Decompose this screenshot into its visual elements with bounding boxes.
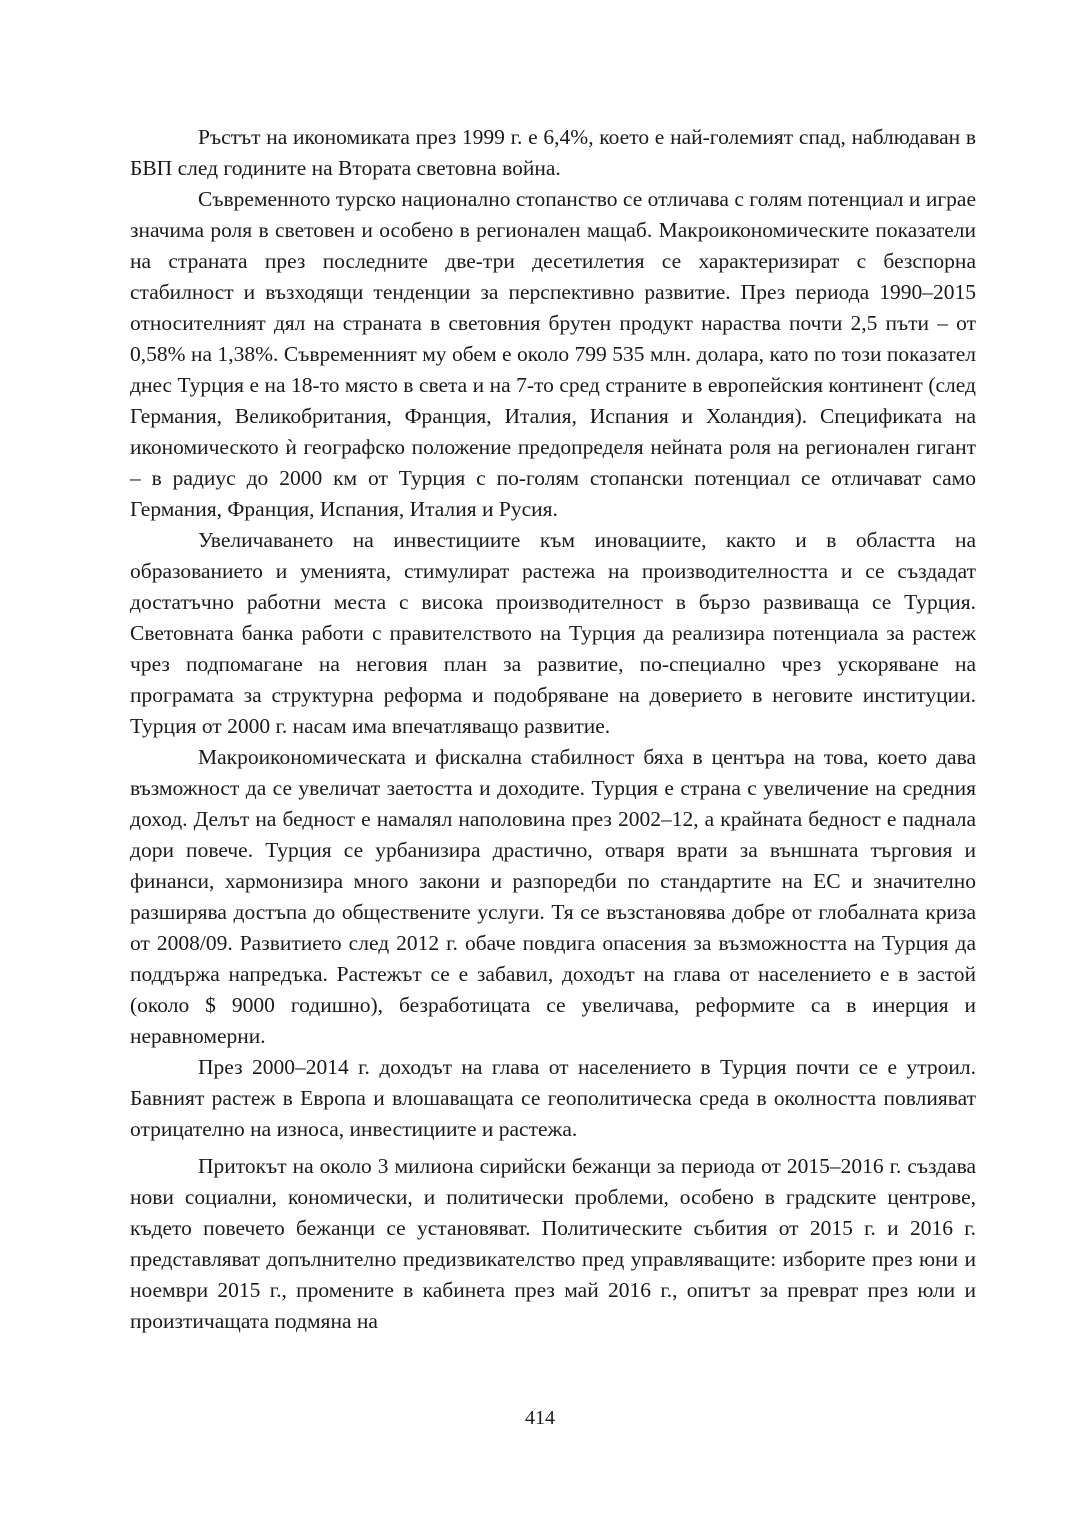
paragraph-syrian-refugees: Притокът на около 3 милиона сирийски бежанци за периода от 2015–2016 г. създава нови социални, кономически, и политически проблеми, особено в градските центрове, където повечето бежанци се установяват. Политическите събития от 2015 г. и 2016 г. представляват допълнително предизвикателство пред управляващите: изборите през юни и ноември 2015 г., промените в кабинета през май 2016 г., опитът за преврат през юли и произтичащата подмяна на [130,1154,976,1333]
body-text [130,122,976,1337]
paragraph-gdp-growth-1999: Ръстът на икономиката през 1999 г. е 6,4%, което е най-големият спад, наблюдаван в БВП след годините на Втората световна война. [130,125,976,180]
paragraph-income-per-capita: През 2000–2014 г. доходът на глава от населението в Турция почти се е утроил. Бавният растеж в Европа и влошаващата се геополитическа среда в околността повлияват отрицателно на износа, инвестициите и растежа. [130,1055,976,1141]
paragraph-investment-innovation: Увеличаването на инвестициите към иновациите, както и в областта на образованието и уменията, стимулират растежа на производителността и се създадат достатъчно работни места с висока производителност в бързо развиваща се Турция. Световната банка работи с правителството на Турция да реализира потенциала за растеж чрез подпомагане на неговия план за развитие, по-специално чрез ускоряване на програмата за структурна реформа и подобряване на доверието в неговите институции. Турция от 2000 г. насам има впечатляващо развитие. [130,528,976,738]
paragraph-macroeconomic-stability: Макроикономическата и фискална стабилност бяха в центъра на това, което дава възможност да се увеличат заетостта и доходите. Турция е страна с увеличение на средния доход. Делът на бедност е намалял наполовина през 2002–12, а крайната бедност е паднала дори повече. Турция се урбанизира драстично, отваря врати за външната търговия и финанси, хармонизира много закони и разпоредби по стандартите на ЕС и значително разширява достъпа до обществените услуги. Тя се възстановява добре от глобалната криза от 2008/09. Развитието след 2012 г. обаче повдига опасения за възможността на Турция да поддържа напредъка. Растежът се е забавил, доходът на глава от населението е в застой (около $ 9000 годишно), безработицата се увеличава, реформите са в инерция и неравномерни. [130,745,976,1048]
paragraph-turkish-economy-potential: Съвременното турско национално стопанство се отличава с голям потенциал и играе значима роля в световен и особено в регионален мащаб. Макроикономическите показатели на страната през последните две-три десетилетия се характеризират с безспорна стабилност и възходящи тенденции за перспективно развитие. През периода 1990–2015 относителният дял на страната в световния брутен продукт нараства почти 2,5 пъти – от 0,58% на 1,38%. Съвременният му обем е около 799 535 млн. долара, като по този показател днес Турция е на 18-то място в света и на 7-то сред страните в европейския континент (след Германия, Великобритания, Франция, Италия, Испания и Холандия). Спецификата на икономическото ѝ географско положение предопределя нейната роля на регионален гигант – в радиус до 2000 км от Турция с по-голям стопански потенциал се отличават само Германия, Франция, Испания, Италия и Русия. [130,187,976,521]
page-number: 414 [525,1407,555,1429]
